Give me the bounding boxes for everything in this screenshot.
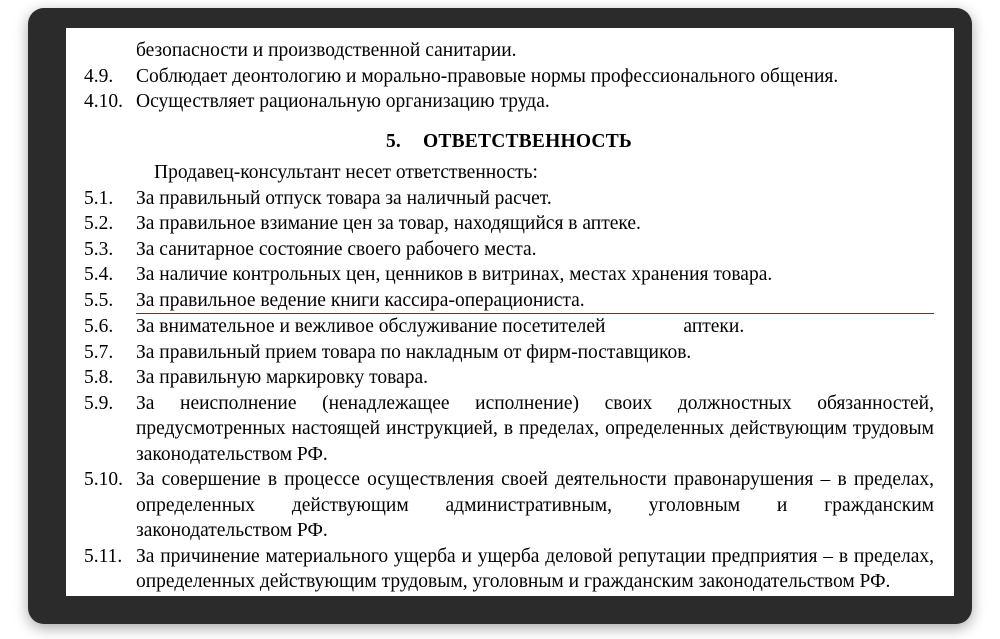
list-item — [84, 365, 934, 391]
item-number: 5.4. — [84, 264, 114, 285]
item-number: 4.9. — [84, 65, 114, 87]
item-number: 5.8. — [84, 367, 114, 388]
item-text: За правильную маркировку товара. — [136, 367, 428, 388]
list-item — [84, 262, 934, 288]
item-text: За неисполнение (ненадлежащее исполнение) своих должностных обязанностей, предусмотренных настоящей инструкцией, в пределах, определенных действующим трудовым законодательством РФ. — [136, 392, 934, 465]
item-text: За наличие контрольных цен, ценников в витринах, местах хранения товара. — [136, 264, 773, 285]
top-text-fragment: безопасности и производственной санитарии. — [136, 40, 517, 61]
list-item — [84, 314, 934, 340]
item-text — [136, 314, 934, 340]
item-number: 4.10. — [84, 91, 123, 112]
item-text: За правильный прием товара по накладным от фирм-поставщиков. — [136, 341, 692, 363]
item-number: 5.5. — [84, 289, 114, 311]
section-number: 5. — [385, 130, 401, 152]
item-text: Осуществляет рациональную организацию труда. — [136, 91, 550, 112]
list-item — [84, 288, 934, 315]
document-frame — [28, 8, 972, 624]
item-number: 5.11. — [84, 545, 123, 567]
item-number: 5.2. — [84, 213, 114, 234]
list-item — [84, 467, 934, 544]
item-text: За санитарное состояние своего рабочего места. — [136, 238, 537, 260]
section-heading — [84, 129, 934, 155]
section-lead-line: Продавец-консультант несет ответственность: — [154, 162, 538, 183]
list-item — [84, 544, 934, 595]
item-number: 5.6. — [84, 316, 114, 337]
item-number: 5.10. — [84, 469, 123, 490]
list-item — [84, 89, 934, 115]
item-number: 5.9. — [84, 392, 114, 414]
list-item — [84, 211, 934, 237]
section-title: ОТВЕТСТВЕННОСТЬ — [423, 130, 633, 152]
item-text-part2: аптеки. — [683, 316, 745, 337]
item-text: За правильное взимание цен за товар, находящийся в аптеке. — [136, 213, 641, 234]
list-item — [84, 391, 934, 468]
list-item — [84, 340, 934, 366]
item-number: 5.7. — [84, 341, 114, 363]
list-item — [84, 186, 934, 212]
item-text: Соблюдает деонтологию и морально-правовые нормы профессионального общения. — [136, 65, 839, 87]
document-page — [66, 28, 954, 596]
list-item — [84, 237, 934, 263]
document-body — [84, 38, 934, 595]
item-text: За причинение материального ущерба и ущерба деловой репутации предприятия – в пределах, определенных действующим трудовым, уголовным и гражданским законодательством РФ. — [136, 545, 934, 592]
item-text: За правильное ведение книги кассира-операциониста. — [136, 288, 934, 315]
item-text: За совершение в процессе осуществления своей деятельности правонарушения – в пределах, определенных действующим административным, уголовным и гражданским законодательством РФ. — [136, 469, 934, 541]
list-item — [84, 64, 934, 90]
item-text-part1: За внимательное и вежливое обслуживание посетителей — [136, 316, 606, 337]
item-text: За правильный отпуск товара за наличный расчет. — [136, 187, 552, 209]
item-number: 5.1. — [84, 187, 114, 209]
item-number: 5.3. — [84, 238, 114, 260]
